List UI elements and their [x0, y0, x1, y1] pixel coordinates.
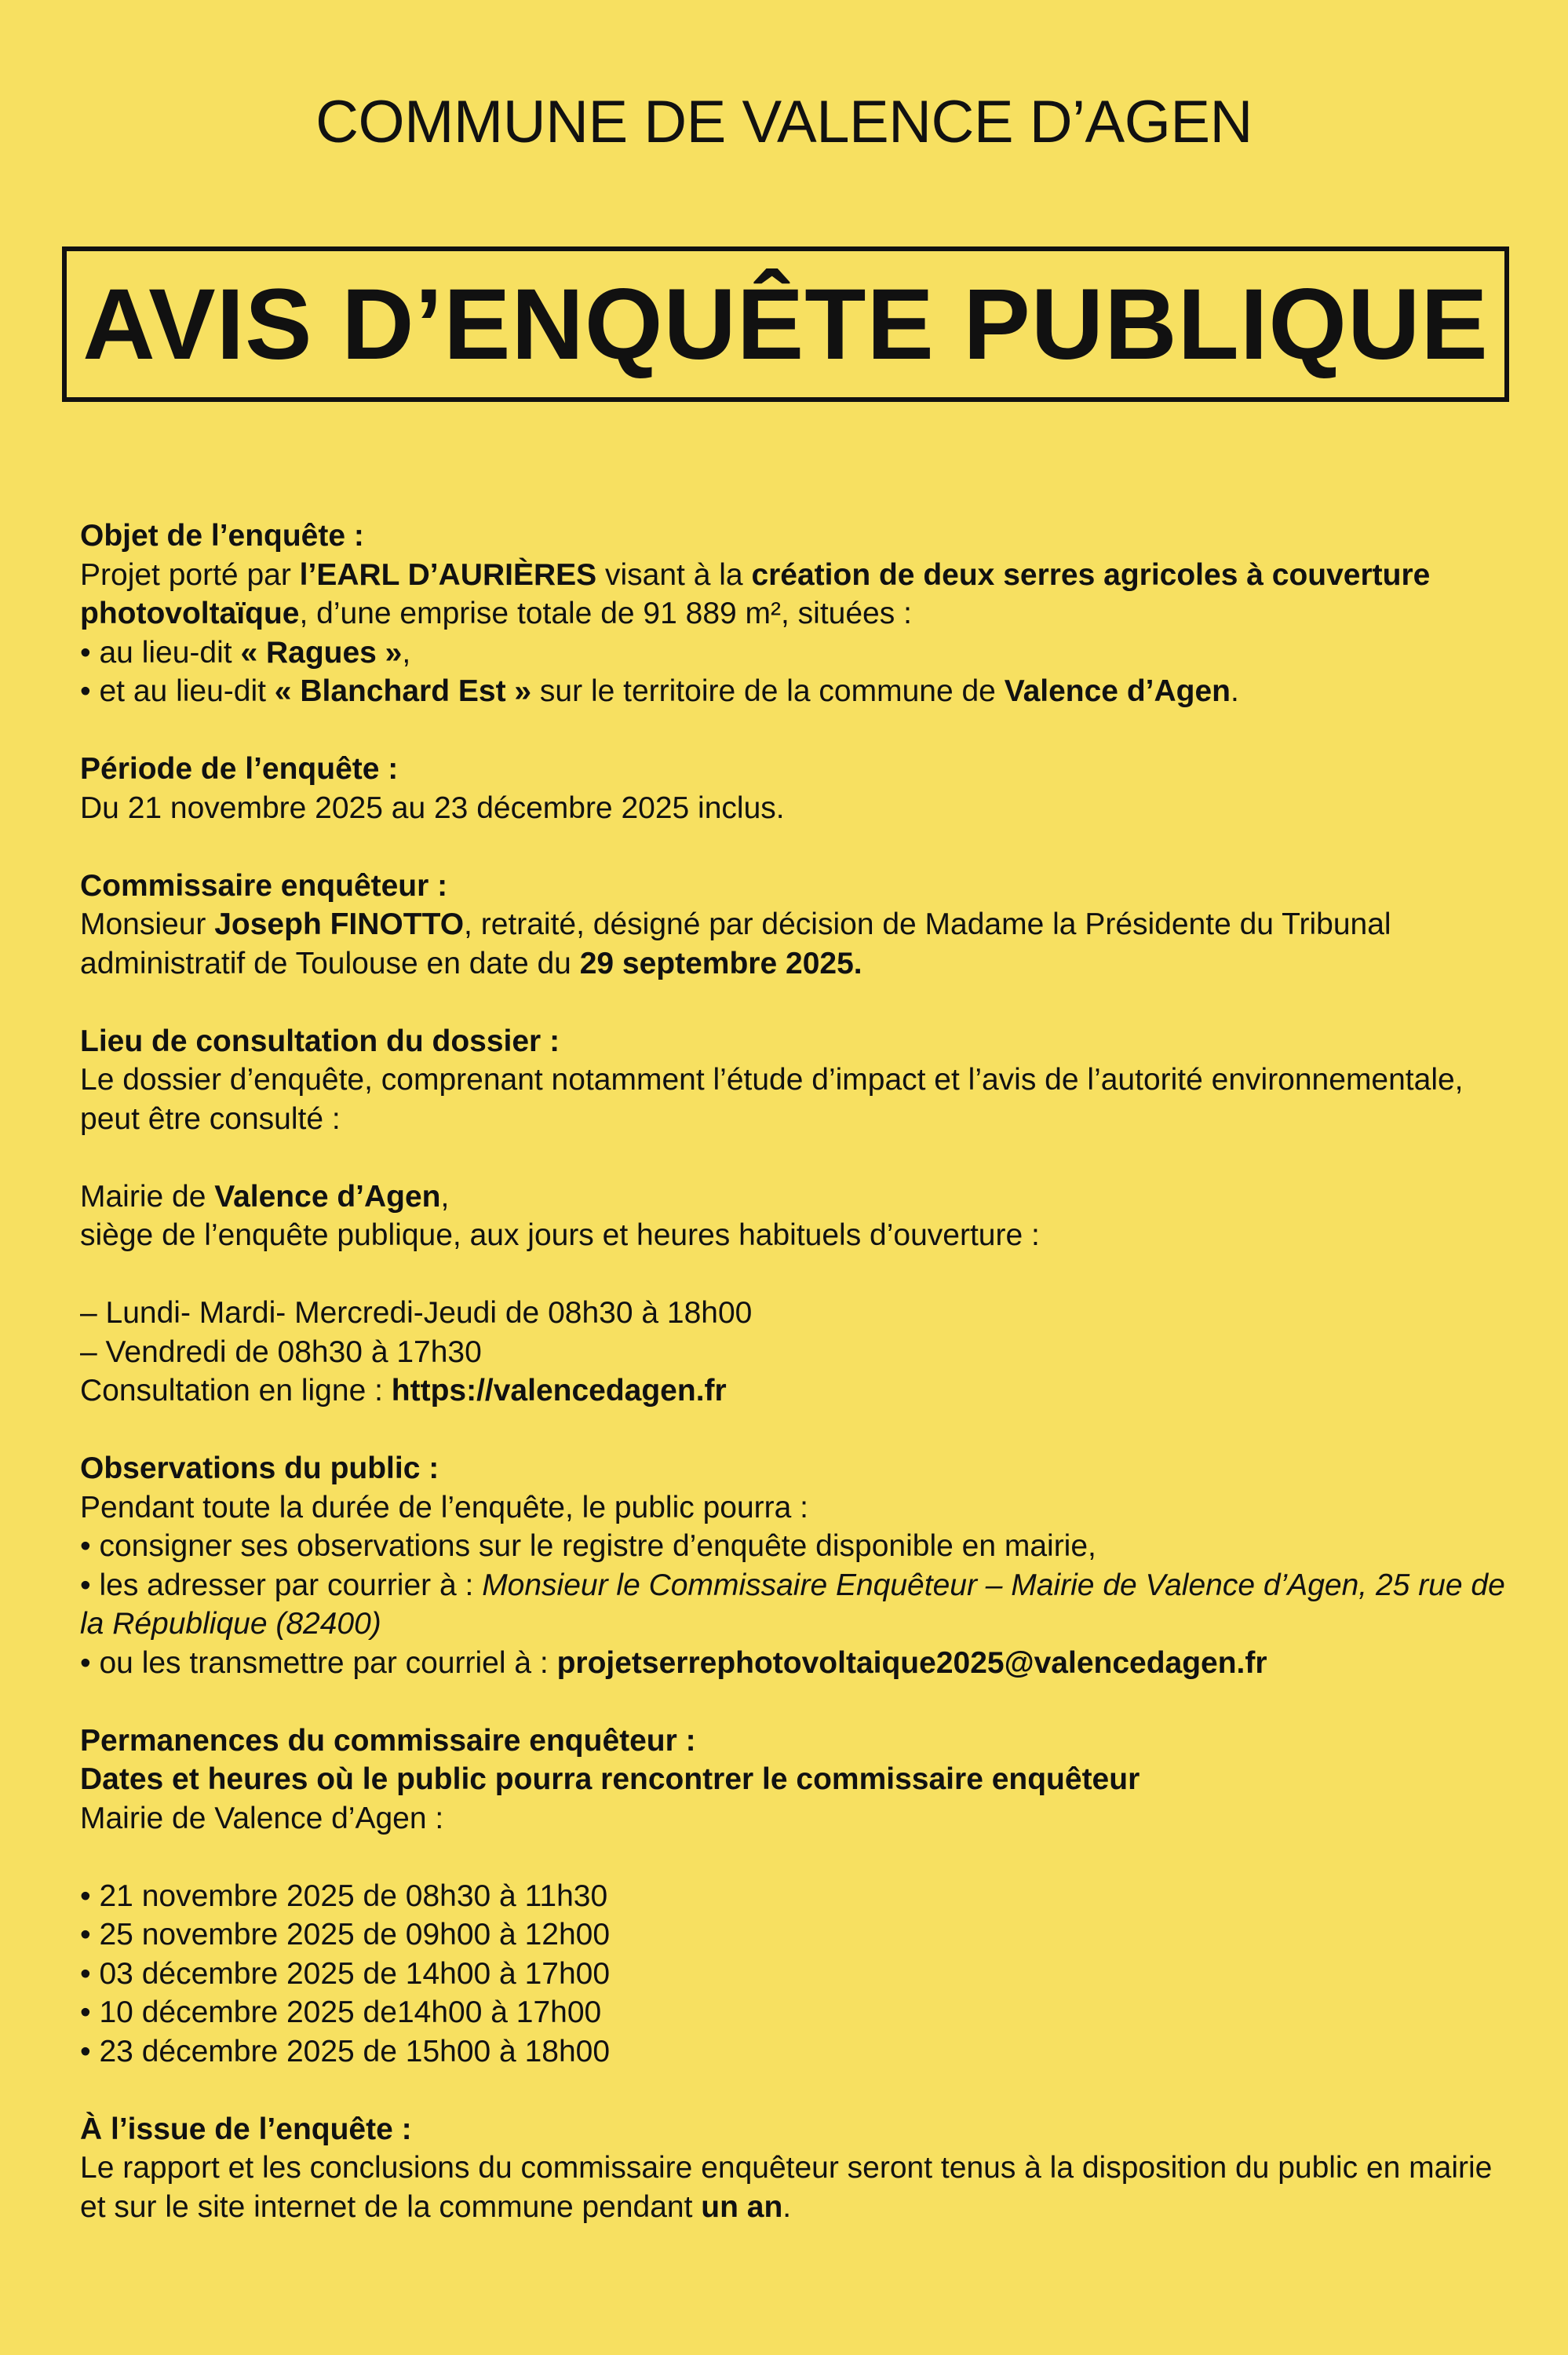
section-heading: Observations du public : [80, 1451, 439, 1485]
postal-address: Monsieur le Commissaire Enquêteur – Mairie de Valence d’Agen, 25 rue de la République (82400) [80, 1568, 1505, 1641]
section-observations [80, 1449, 1508, 1682]
section-heading: Lieu de consultation du dossier : [80, 1024, 560, 1058]
title-frame [62, 246, 1509, 402]
horaire-line: – Vendredi de 08h30 à 17h30 [80, 1334, 482, 1369]
section-heading: Période de l’enquête : [80, 752, 399, 786]
projet-title: création de deux serres agricoles à couverture photovoltaïque [80, 557, 1431, 630]
section-issue [80, 2110, 1508, 2227]
periode-text: Du 21 novembre 2025 au 23 décembre 2025 inclus. [80, 790, 785, 825]
mairie-line: Mairie de Valence d’Agen, [80, 1179, 450, 1214]
list-item: • ou les transmettre par courriel à : projetserrephotovoltaique2025@valencedagen.fr [80, 1645, 1267, 1680]
decision-date: 29 septembre 2025. [579, 946, 862, 980]
section-commissaire [80, 867, 1508, 984]
section-lieu [80, 1022, 1508, 1411]
online-line: Consultation en ligne : https://valencedagen.fr [80, 1374, 727, 1408]
list-item: • au lieu-dit « Ragues », [80, 635, 411, 670]
list-item: • les adresser par courrier à : Monsieur le Commissaire Enquêteur – Mairie de Valence d’Agen, 25 rue de la République (82400) [80, 1568, 1505, 1641]
section-objet [80, 517, 1508, 711]
observations-intro: Pendant toute la durée de l’enquête, le public pourra : [80, 1490, 809, 1524]
section-subheading: Dates et heures où le public pourra rencontrer le commissaire enquêteur [80, 1762, 1140, 1796]
list-item: • et au lieu-dit « Blanchard Est » sur le territoire de la commune de Valence d’Agen. [80, 674, 1239, 708]
commune-name: COMMUNE DE VALENCE D’AGEN [315, 89, 1253, 155]
online-link[interactable]: https://valencedagen.fr [391, 1374, 727, 1408]
section-heading: À l’issue de l’enquête : [80, 2112, 412, 2146]
section-periode [80, 750, 1508, 827]
section-heading: Objet de l’enquête : [80, 519, 364, 553]
porteur-name: l’EARL D’AURIÈRES [299, 557, 597, 592]
duree: un an [701, 2189, 783, 2224]
list-item: • 03 décembre 2025 de 14h00 à 17h00 [80, 1956, 611, 1991]
section-permanences [80, 1722, 1508, 2072]
issue-text: Le rapport et les conclusions du commissaire enquêteur seront tenus à la disposition du public en mairie et sur le site internet de la commune pendant un an. [80, 2151, 1493, 2224]
list-item: • 21 novembre 2025 de 08h30 à 11h30 [80, 1879, 608, 1913]
horaire-line: – Lundi- Mardi- Mercredi-Jeudi de 08h30 à 18h00 [80, 1296, 753, 1330]
objet-description: Projet porté par l’EARL D’AURIÈRES visant à la création de deux serres agricoles à couverture photovoltaïque, d’une emprise totale de 91 889 m², situées : [80, 557, 1431, 630]
siege-line: siège de l’enquête publique, aux jours et heures habituels d’ouverture : [80, 1218, 1040, 1252]
lieu-text: Le dossier d’enquête, comprenant notamment l’étude d’impact et l’avis de l’autorité environnementale, peut être consulté : [80, 1063, 1464, 1136]
section-heading: Permanences du commissaire enquêteur : [80, 1723, 696, 1758]
section-heading: Commissaire enquêteur : [80, 868, 448, 903]
notice-body [80, 517, 1508, 2226]
commissaire-name: Joseph FINOTTO [214, 907, 465, 941]
email-link[interactable]: projetserrephotovoltaique2025@valencedagen.fr [556, 1645, 1267, 1680]
list-item: • 10 décembre 2025 de14h00 à 17h00 [80, 1995, 602, 2029]
list-item: • 25 novembre 2025 de 09h00 à 12h00 [80, 1918, 611, 1952]
commissaire-text: Monsieur Joseph FINOTTO, retraité, désigné par décision de Madame la Présidente du Tribunal administratif de Toulouse en date du 29 septembre 2025. [80, 907, 1391, 980]
page-title: AVIS D’ENQUÊTE PUBLIQUE [82, 268, 1489, 381]
list-item: • 23 décembre 2025 de 15h00 à 18h00 [80, 2034, 611, 2068]
permanences-lieu: Mairie de Valence d’Agen : [80, 1801, 444, 1835]
list-item: • consigner ses observations sur le registre d’enquête disponible en mairie, [80, 1529, 1096, 1563]
